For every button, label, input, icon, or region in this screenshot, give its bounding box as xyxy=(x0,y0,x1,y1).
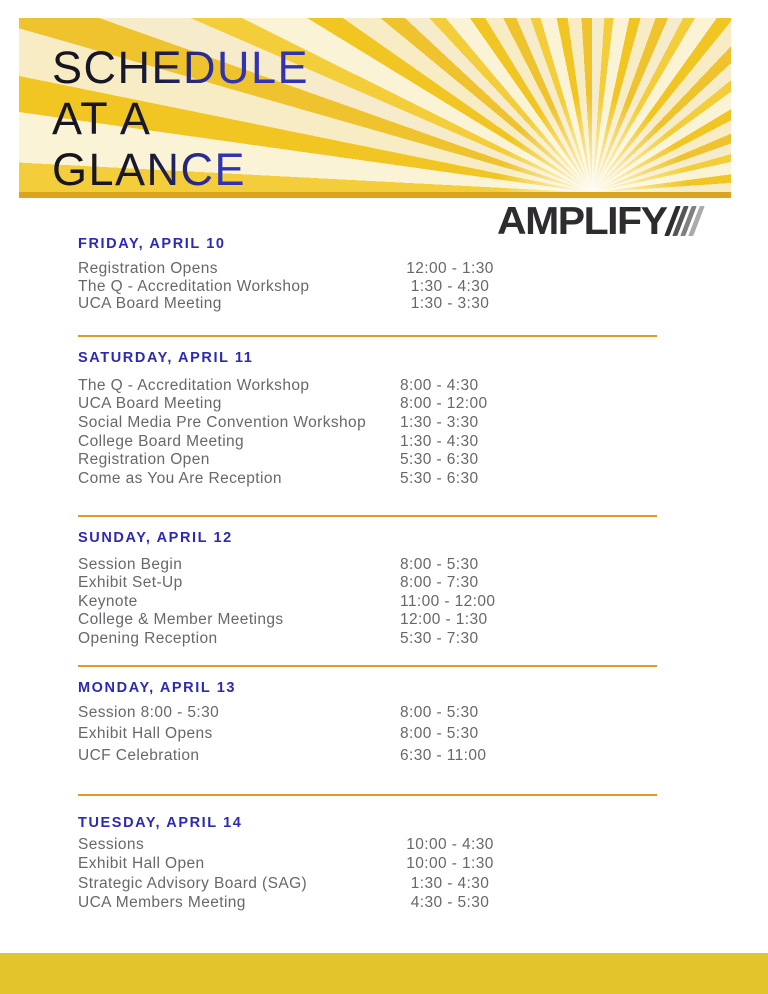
event-time: 8:00 - 12:00 xyxy=(400,395,488,413)
event-time: 5:30 - 6:30 xyxy=(400,469,479,487)
event-row xyxy=(78,704,657,726)
event-time: 1:30 - 4:30 xyxy=(410,874,490,892)
section-divider xyxy=(78,794,657,796)
section-divider xyxy=(78,665,657,667)
event-row xyxy=(78,414,657,433)
amplify-logo-text: AMPLIFY xyxy=(497,199,667,243)
event-name: Session Begin xyxy=(78,555,183,573)
event-time: 8:00 - 5:30 xyxy=(400,725,479,743)
event-name: Exhibit Set-Up xyxy=(78,574,183,592)
event-name: Exhibit Hall Open xyxy=(78,855,205,873)
event-name: College Board Meeting xyxy=(78,432,245,450)
event-row xyxy=(78,377,657,396)
page-title-line-2: AT A xyxy=(52,93,152,144)
event-row xyxy=(78,894,657,913)
event-time: 12:00 - 1:30 xyxy=(400,611,488,629)
event-time: 8:00 - 5:30 xyxy=(400,703,479,721)
section-divider xyxy=(78,335,657,337)
section-heading: MONDAY, APRIL 13 xyxy=(78,679,237,696)
event-row xyxy=(78,593,657,612)
page-title-line-1: SCHEDULE xyxy=(52,42,310,93)
event-time: 1:30 - 3:30 xyxy=(410,295,490,312)
schedule-section-monday xyxy=(78,681,657,797)
event-name: UCF Celebration xyxy=(78,746,200,764)
event-row xyxy=(78,433,657,452)
event-rows xyxy=(78,260,657,313)
event-row xyxy=(78,470,657,489)
event-name: UCA Board Meeting xyxy=(78,395,222,413)
event-time: 1:30 - 4:30 xyxy=(400,432,479,450)
event-row xyxy=(78,395,657,414)
event-name: The Q - Accreditation Workshop xyxy=(78,277,310,295)
event-name: Opening Reception xyxy=(78,630,218,647)
event-time: 4:30 - 5:30 xyxy=(410,893,490,911)
event-time: 8:00 - 7:30 xyxy=(400,574,479,592)
event-rows xyxy=(78,377,657,489)
footer-bar xyxy=(0,953,768,994)
section-heading: SATURDAY, APRIL 11 xyxy=(78,349,254,366)
event-row xyxy=(78,855,657,874)
schedule-section-tuesday xyxy=(78,816,657,913)
event-name: UCA Board Meeting xyxy=(78,295,222,312)
page-title-line-3: GLANCE xyxy=(52,144,247,195)
event-row xyxy=(78,295,657,313)
event-name: UCA Members Meeting xyxy=(78,893,246,911)
event-row xyxy=(78,278,657,296)
event-row xyxy=(78,611,657,630)
event-name: Registration Open xyxy=(78,451,210,469)
event-row xyxy=(78,836,657,855)
amplify-logo xyxy=(497,201,699,241)
event-time: 6:30 - 11:00 xyxy=(400,746,487,764)
banner-sunburst xyxy=(19,18,731,198)
event-row xyxy=(78,630,657,649)
event-row xyxy=(78,747,657,769)
schedule-section-sunday xyxy=(78,531,657,667)
event-time: 1:30 - 3:30 xyxy=(400,413,479,431)
event-name: Sessions xyxy=(78,836,145,854)
section-heading: TUESDAY, APRIL 14 xyxy=(78,815,243,832)
event-name: Strategic Advisory Board (SAG) xyxy=(78,874,308,892)
schedule-section-friday xyxy=(78,237,657,337)
event-row xyxy=(78,260,657,278)
schedule-list xyxy=(78,237,657,913)
event-row xyxy=(78,556,657,575)
section-heading: FRIDAY, APRIL 10 xyxy=(78,236,226,252)
event-time: 5:30 - 6:30 xyxy=(400,451,479,469)
event-time: 10:00 - 1:30 xyxy=(406,855,494,873)
event-row xyxy=(78,875,657,894)
event-time: 8:00 - 5:30 xyxy=(400,555,479,573)
section-divider xyxy=(78,515,657,517)
event-rows xyxy=(78,704,657,769)
event-name: Come as You Are Reception xyxy=(78,469,282,487)
page-title xyxy=(52,42,309,195)
event-time: 8:00 - 4:30 xyxy=(400,376,479,394)
event-name: Exhibit Hall Opens xyxy=(78,725,213,743)
event-name: Session 8:00 - 5:30 xyxy=(78,703,220,721)
event-rows xyxy=(78,556,657,649)
event-time: 10:00 - 4:30 xyxy=(406,836,494,854)
event-time: 5:30 - 7:30 xyxy=(400,630,479,647)
event-row xyxy=(78,451,657,470)
event-rows xyxy=(78,836,657,913)
event-time: 1:30 - 4:30 xyxy=(410,277,490,295)
section-heading: SUNDAY, APRIL 12 xyxy=(78,529,233,546)
event-name: Registration Opens xyxy=(78,260,218,277)
event-name: The Q - Accreditation Workshop xyxy=(78,376,310,394)
event-time: 12:00 - 1:30 xyxy=(406,260,494,277)
event-name: Social Media Pre Convention Workshop xyxy=(78,413,367,431)
event-row xyxy=(78,725,657,747)
event-row xyxy=(78,574,657,593)
schedule-section-saturday xyxy=(78,351,657,517)
triple-slash-icon xyxy=(670,206,699,236)
event-name: Keynote xyxy=(78,592,138,610)
event-name: College & Member Meetings xyxy=(78,611,284,629)
event-time: 11:00 - 12:00 xyxy=(400,592,496,610)
